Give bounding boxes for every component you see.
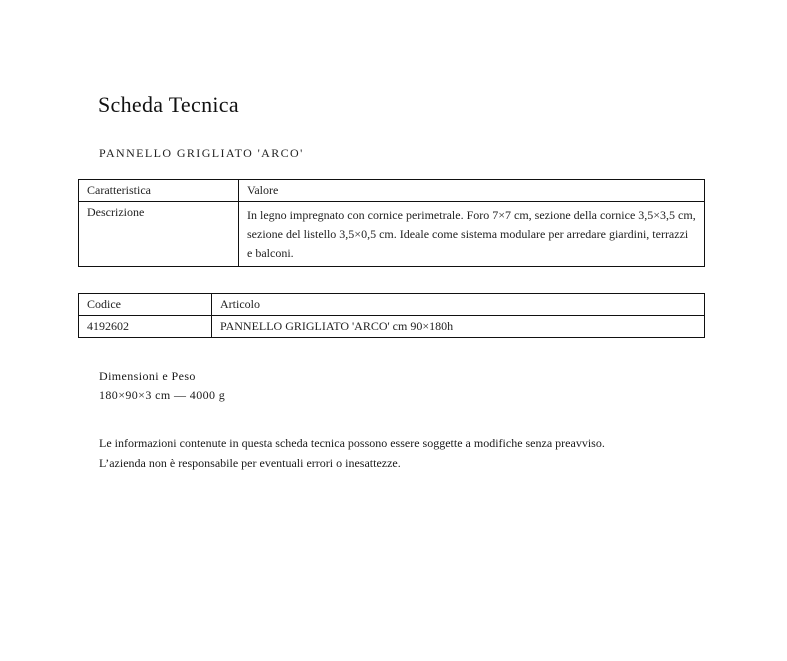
table-row xyxy=(79,316,705,338)
disclaimer xyxy=(99,433,605,473)
table-header-row xyxy=(79,180,705,202)
disclaimer-line-2: L’azienda non è responsabile per eventuali errori o inesattezze. xyxy=(99,456,401,470)
disclaimer-line-1: Le informazioni contenute in questa scheda tecnica possono essere soggette a modifiche senza preavviso. xyxy=(99,436,605,450)
table-row xyxy=(79,202,705,267)
row-label-description: Descrizione xyxy=(79,202,239,267)
column-header-value: Valore xyxy=(239,180,705,202)
column-header-characteristic: Caratteristica xyxy=(79,180,239,202)
dimensions-label: Dimensioni e Peso xyxy=(99,369,196,383)
dimensions-value: 180×90×3 cm — 4000 g xyxy=(99,388,226,402)
column-header-article: Articolo xyxy=(212,294,705,316)
characteristics-table xyxy=(78,179,705,267)
product-subtitle: PANNELLO GRIGLIATO 'ARCO' xyxy=(99,146,304,160)
article-table xyxy=(78,293,705,338)
article-name: PANNELLO GRIGLIATO 'ARCO' cm 90×180h xyxy=(212,316,705,338)
row-value-description: In legno impregnato con cornice perimetrale. Foro 7×7 cm, sezione della cornice 3,5×3,5 cm, sezione del listello 3,5×0,5 cm. Ideale come sistema modulare per arredare giardini, terrazzi e balconi. xyxy=(239,202,705,267)
column-header-code: Codice xyxy=(79,294,212,316)
article-code: 4192602 xyxy=(79,316,212,338)
page-title: Scheda Tecnica xyxy=(98,92,239,117)
table-header-row xyxy=(79,294,705,316)
